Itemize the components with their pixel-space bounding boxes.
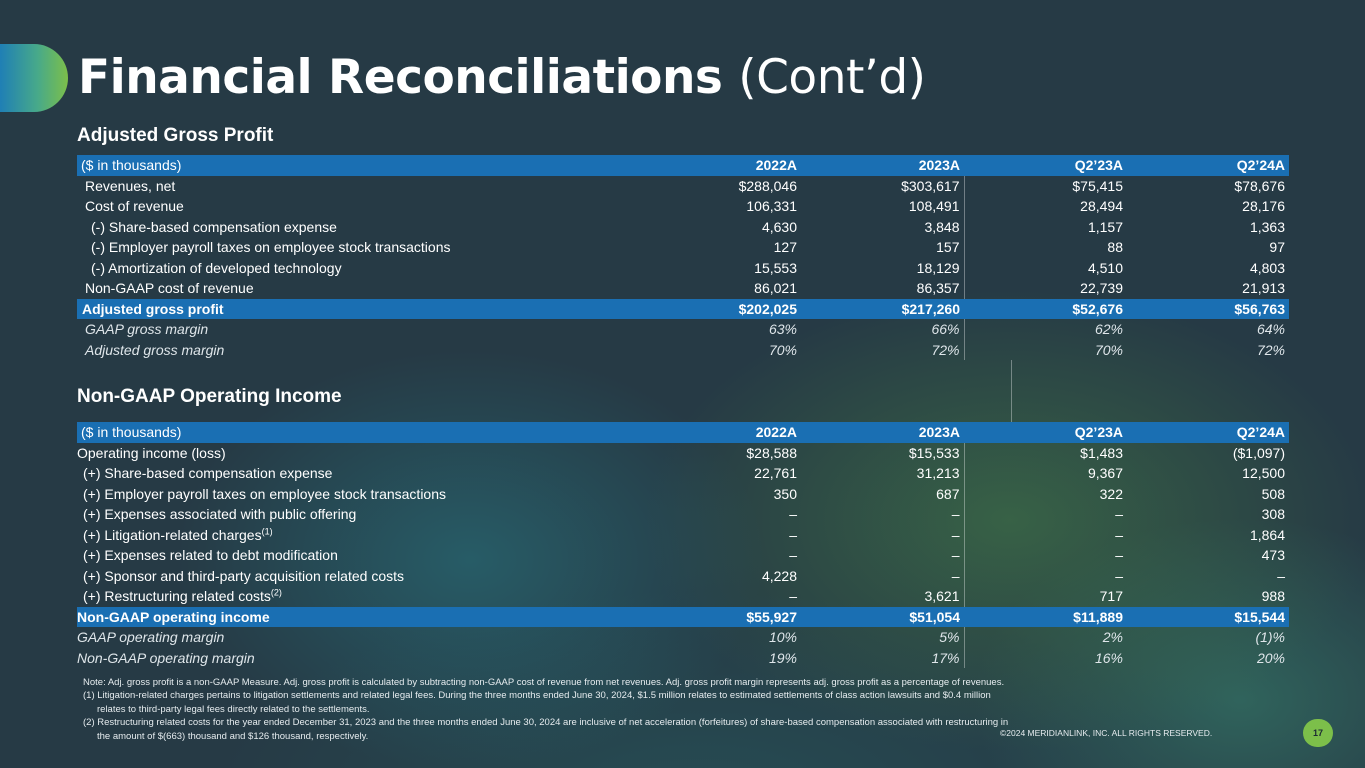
cell-value: 322 [964,484,1127,505]
cell-value: $15,544 [1234,608,1285,625]
footnote-marker: (2) [270,587,282,598]
cell-value: 9,367 [964,463,1127,484]
cell-value: $52,676 [1072,300,1123,317]
cell-value: 3,848 [924,218,960,235]
row-label: Cost of revenue [85,198,184,215]
cell-value: 473 [1261,547,1285,564]
cell-value: 88 [964,237,1127,258]
operating-income-table [77,422,1289,668]
cell-value: – [789,506,797,523]
column-header: Q2’24A [1236,424,1285,441]
table-row [77,463,1289,484]
cell-value: 21,913 [1242,280,1285,297]
column-header: 2022A [755,424,797,441]
gross-profit-table [77,155,1289,360]
cell-value: – [964,525,1127,546]
footnote-1: (1) Litigation-related charges pertains to litigation settlements and related legal fees. During the three months ended June 30, 2024, $1.5 million relates to estimated settlements of class action lawsuits and $0.4 million relates to third-party legal fees directly related to the settlements. [83,690,991,715]
quarter-divider-line [1011,360,1012,422]
column-header: 2022A [755,157,797,174]
table-row [77,566,1289,587]
cell-value: 63% [768,321,797,338]
row-label [77,525,647,546]
table-header-row [77,155,1289,176]
cell-value: $202,025 [738,300,797,317]
cell-value: $303,617 [901,177,960,194]
cell-value: 31,213 [916,465,960,482]
cell-value: 86,021 [754,280,797,297]
cell-value: 508 [1261,485,1285,502]
row-label: GAAP operating margin [77,629,225,646]
row-label: (+) Share-based compensation expense [83,465,333,482]
row-label: (+) Expenses related to debt modification [83,547,338,564]
cell-value: 15,553 [754,259,797,276]
cell-value: 18,129 [916,259,960,276]
cell-value: 17% [931,649,960,666]
column-header: ($ in thousands) [81,424,182,441]
cell-value: 28,494 [964,196,1127,217]
column-header: Q2’23A [1074,424,1123,441]
row-label: (+) Employer payroll taxes on employee stock transactions [83,485,446,502]
cell-value: 687 [936,485,960,502]
row-label: GAAP gross margin [85,321,209,338]
table-row [77,319,1289,340]
cell-value: 66% [931,321,960,338]
cell-value: 72% [931,341,960,358]
page-title [78,48,926,108]
column-header: 2023A [918,424,960,441]
cell-value: 22,739 [964,278,1127,299]
column-header: ($ in thousands) [81,157,182,174]
table-header-row [77,422,1289,443]
cell-value: 4,510 [964,258,1127,279]
table-row [77,278,1289,299]
table-row [77,258,1289,279]
cell-value: $75,415 [964,176,1127,197]
cell-value: 717 [964,586,1127,607]
cell-value: $11,889 [1073,608,1123,625]
cell-value: – [1277,567,1285,584]
cell-value: 157 [936,239,960,256]
footnotes [83,676,1013,743]
cell-value: 350 [773,485,797,502]
table-row [77,237,1289,258]
table-row [77,545,1289,566]
cell-value: 5% [939,629,960,646]
cell-value: $28,588 [746,444,797,461]
cell-value: ($1,097) [1232,444,1285,461]
table-row [77,196,1289,217]
cell-value: – [789,588,797,605]
table-row [77,176,1289,197]
page-title-suffix: (Cont’d) [738,50,926,105]
table-row-highlight [77,607,1289,628]
row-label: Non-GAAP operating margin [77,649,255,666]
cell-value: 64% [1256,321,1285,338]
gross-profit-heading: Adjusted Gross Profit [77,125,274,146]
row-label: Non-GAAP cost of revenue [85,280,254,297]
row-label: (-) Share-based compensation expense [91,218,337,235]
row-label [77,586,647,607]
cell-value: $78,676 [1234,177,1285,194]
page-number-badge: 17 [1303,719,1333,747]
copyright-text: ©2024 MERIDIANLINK, INC. ALL RIGHTS RESERVED. [1000,728,1213,738]
cell-value: 106,331 [746,198,797,215]
cell-value: 70% [768,341,797,358]
cell-value: $51,054 [909,608,960,625]
cell-value: 22,761 [754,465,797,482]
table-row [77,484,1289,505]
cell-value: – [964,545,1127,566]
title-accent-shape [0,44,68,112]
cell-value: – [964,504,1127,525]
cell-value: 988 [1261,588,1285,605]
row-label: (-) Employer payroll taxes on employee stock transactions [91,239,451,256]
row-label-text: (+) Litigation-related charges [83,526,262,543]
cell-value: 10% [768,629,797,646]
cell-value: 1,157 [964,217,1127,238]
cell-value: – [951,526,960,543]
cell-value: $1,483 [964,443,1127,464]
cell-value: 97 [1269,239,1285,256]
cell-value: 16% [964,648,1127,669]
table-row [77,627,1289,648]
row-label: (+) Sponsor and third-party acquisition related costs [83,567,404,584]
table-row [77,525,1289,546]
row-label: Revenues, net [85,177,176,194]
cell-value: 1,363 [1249,218,1285,235]
table-row [77,504,1289,525]
cell-value: $55,927 [746,608,797,625]
cell-value: 72% [1256,341,1285,358]
cell-value: 28,176 [1242,198,1285,215]
cell-value: 1,864 [1249,526,1285,543]
cell-value: 20% [1256,649,1285,666]
column-header: Q2’23A [1074,157,1123,174]
table-row [77,648,1289,669]
page-title-main: Financial Reconciliations [78,50,723,105]
cell-value: 308 [1261,506,1285,523]
footnote-2: (2) Restructuring related costs for the year ended December 31, 2023 and the three months ended June 30, 2024 are inclusive of net acceleration (forfeitures) of share-based compensation associated with restructuring in the amount of $(663) thousand and $126 thousand, respectively. [83,717,1009,742]
row-label-text: (+) Restructuring related costs [83,588,271,605]
cell-value: 3,621 [924,588,960,605]
column-header: 2023A [918,157,960,174]
row-label: Adjusted gross margin [85,341,225,358]
cell-value: 4,803 [1249,259,1285,276]
cell-value: – [789,547,797,564]
cell-value: $217,260 [901,300,960,317]
column-header: Q2’24A [1236,157,1285,174]
row-label: (+) Expenses associated with public offering [83,506,357,523]
cell-value: 4,630 [761,218,797,235]
cell-value: 70% [964,340,1127,361]
table-row [77,586,1289,607]
cell-value: (1)% [1255,629,1285,646]
cell-value: – [964,566,1127,587]
cell-value: – [789,526,797,543]
cell-value: – [951,567,960,584]
footnote-marker: (1) [261,526,273,537]
cell-value: 62% [964,319,1127,340]
cell-value: – [951,506,960,523]
cell-value: $15,533 [908,444,960,461]
operating-income-heading: Non-GAAP Operating Income [77,386,342,407]
table-row [77,340,1289,361]
cell-value: $288,046 [738,177,797,194]
cell-value: 12,500 [1242,465,1285,482]
cell-value: 86,357 [916,280,960,297]
row-label: Non-GAAP operating income [77,608,270,625]
table-row-highlight [77,299,1289,320]
footnote-main: Note: Adj. gross profit is a non-GAAP Measure. Adj. gross profit is calculated by subtracting non-GAAP cost of revenue from net revenues. Adj. gross profit margin represents adj. gross profit as a percentage of revenues. [83,677,1005,688]
cell-value: $56,763 [1234,300,1285,317]
cell-value: – [951,547,960,564]
row-label: (-) Amortization of developed technology [91,259,342,276]
cell-value: 127 [773,239,797,256]
cell-value: 2% [964,627,1127,648]
cell-value: 108,491 [908,198,960,215]
row-label: Operating income (loss) [77,444,226,461]
row-label: Adjusted gross profit [82,300,224,317]
table-row [77,443,1289,464]
cell-value: 19% [768,649,797,666]
cell-value: 4,228 [761,567,797,584]
table-row [77,217,1289,238]
